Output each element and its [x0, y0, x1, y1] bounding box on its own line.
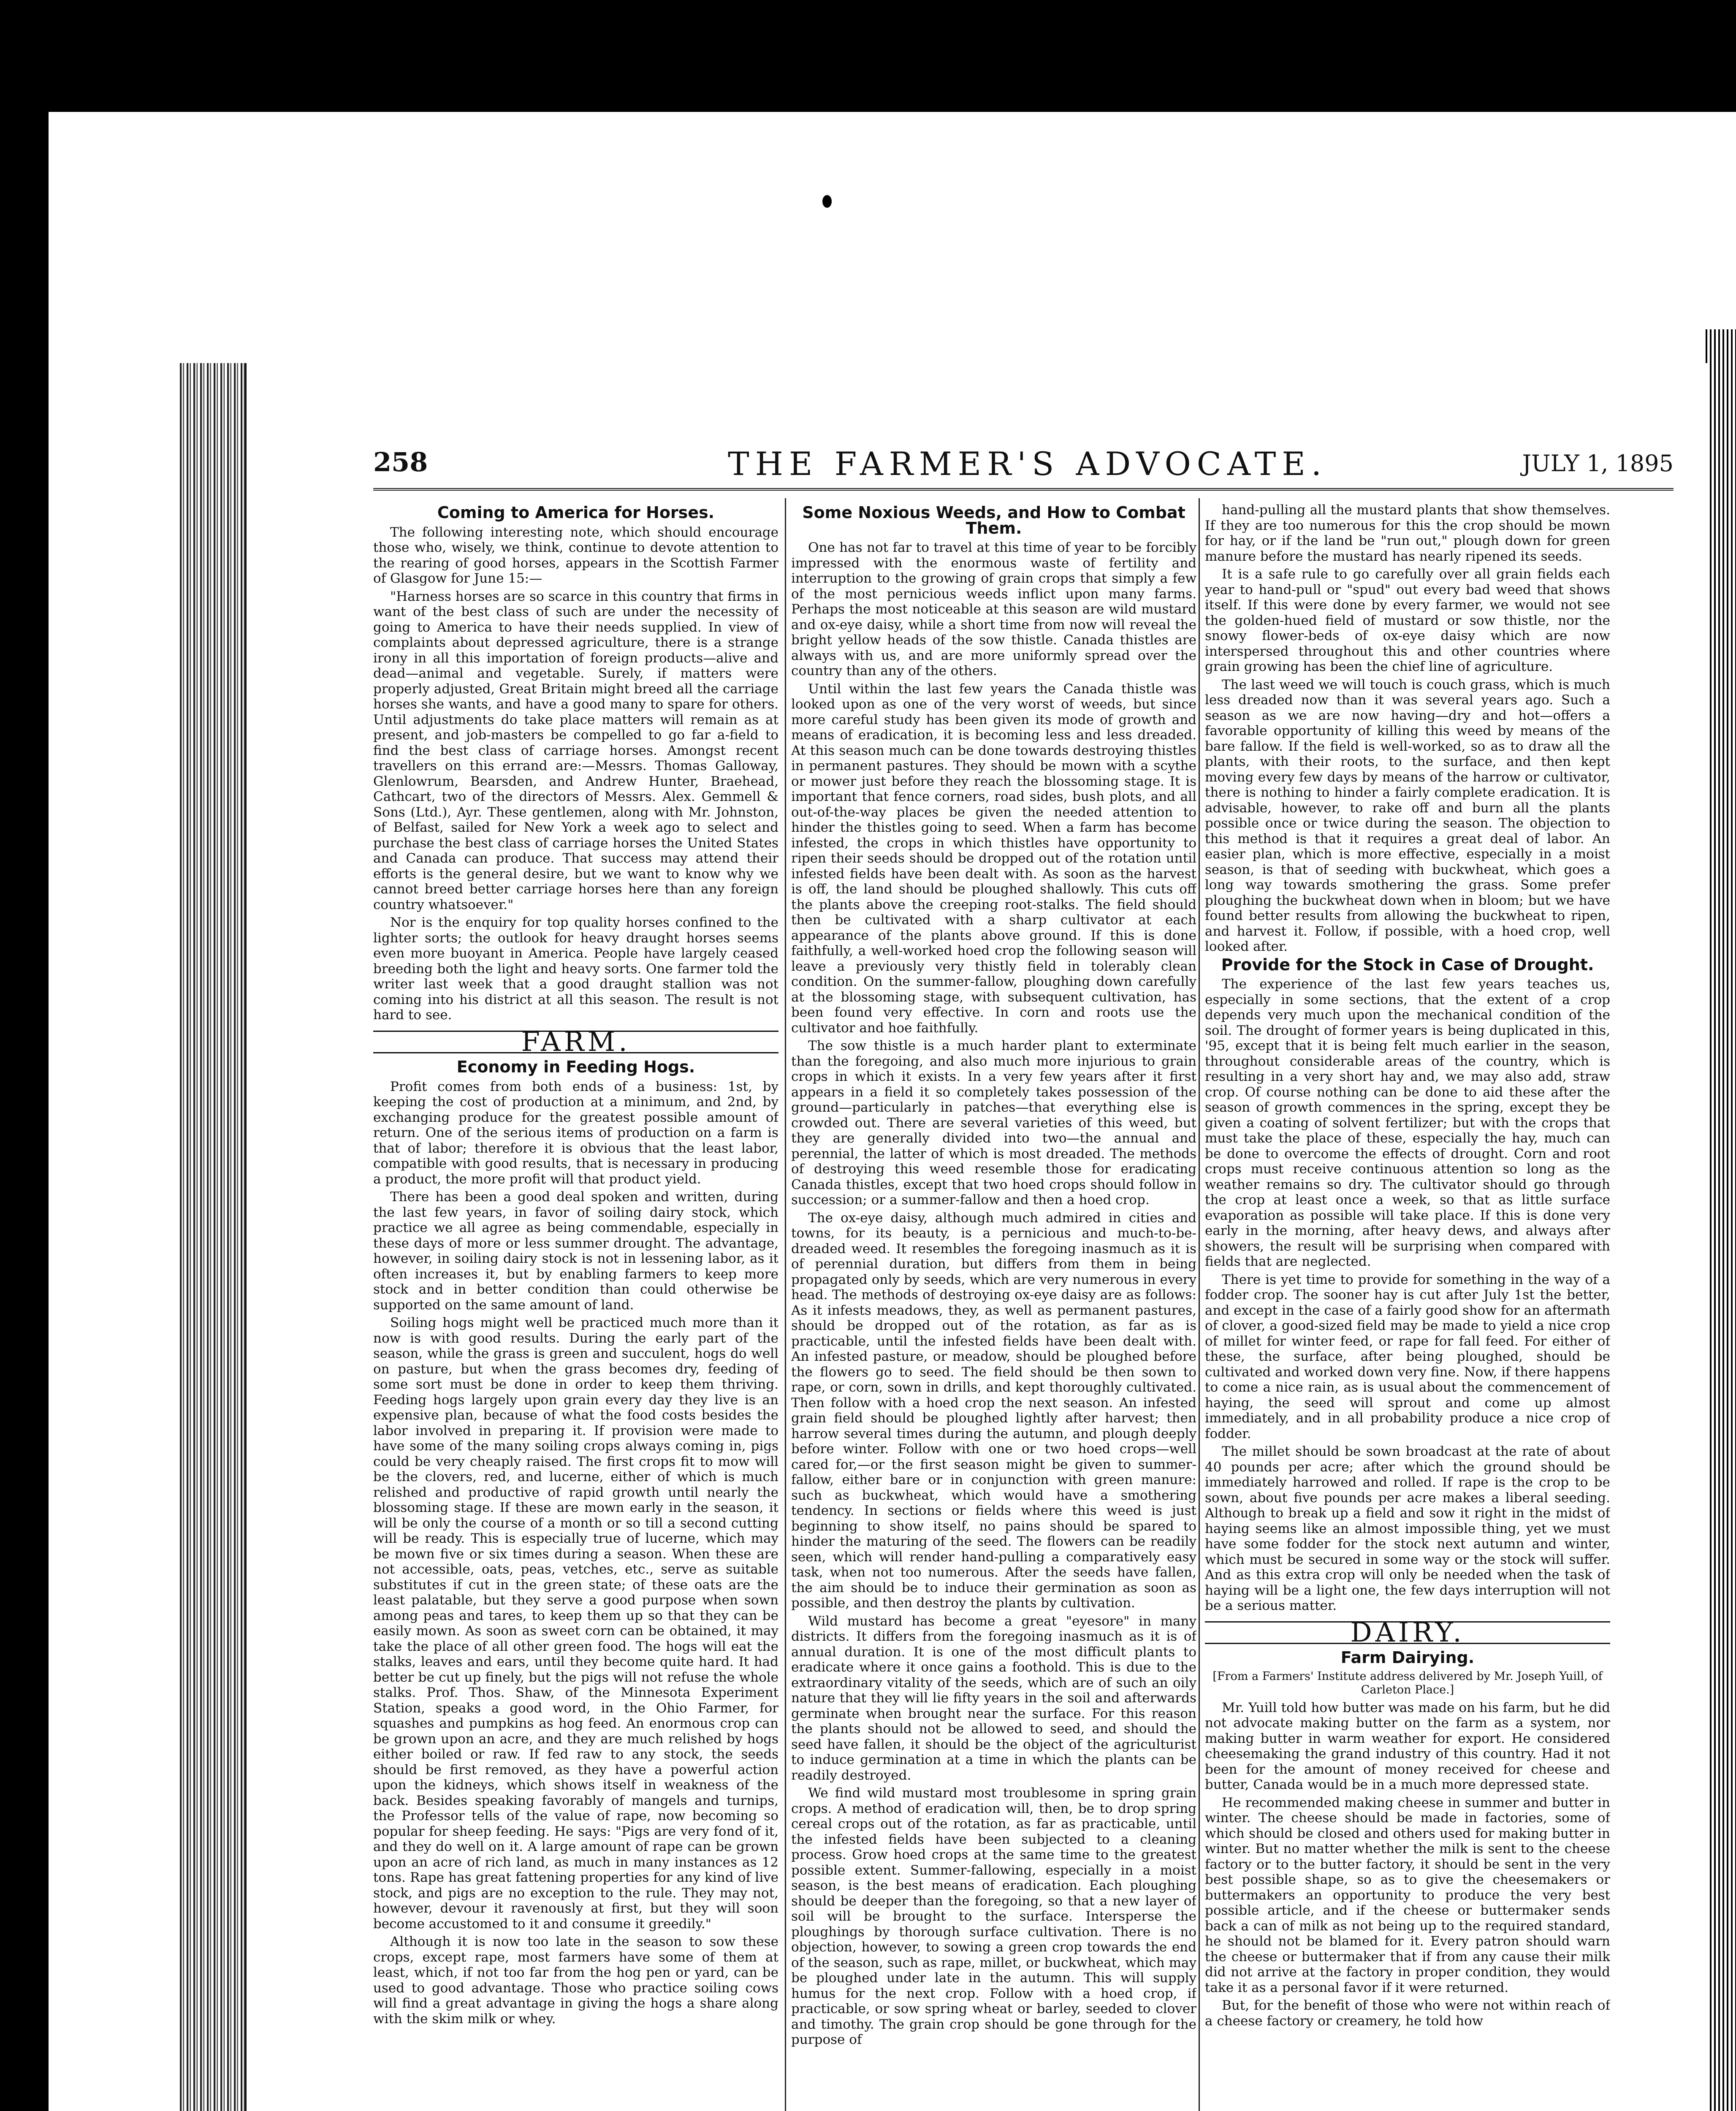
article-heading: Coming to America for Horses.: [437, 503, 715, 522]
issue-date: JULY 1, 1895: [1522, 450, 1674, 477]
header-rule: [373, 488, 1674, 491]
article-paragraph: We find wild mustard most troublesome in spring grain crops. A method of eradication will, then, be to drop spring cereal crops out of the rotation, as far as practicable, until the infested fields have been subjected to a cleaning process. Grow hoed crops at the same time to the greatest possible extent. Summer-fallowing, especially in a moist season, is the best means of eradication. Each ploughing should be deeper than the foregoing, so that a new layer of soil will be brought to the surface. Intersperse the ploughings by thorough surface cultivation. There is no objection, however, to sowing a green crop towards the end of the season, such as rape, millet, or buckwheat, which may be ploughed under late in the autumn. This will supply humus for the next crop. Follow with a hoed crop, if practicable, or sow spring wheat or barley, seeded to clover and timothy. The grain crop should be gone through for the purpose of: [791, 1785, 1196, 2047]
article-paragraph: Profit comes from both ends of a business: 1st, by keeping the cost of production at a minimum, and 2nd, by exchanging produce for the greatest possible amount of return. One of the serious items of production on a farm is that of labor; therefore it is obvious that the least labor, compatible with good results, that is necessary in producing a product, the more profit will that product yield.: [373, 1079, 778, 1187]
article-paragraph: There has been a good deal spoken and written, during the last few years, in favor of soiling dairy stock, which practice we all agree as being commendable, especially in these days of more or less summer drought. The advantage, however, in soiling dairy stock is not in lessening labor, as it often increases it, but by enabling farmers to keep more stock and in better condition than could otherwise be supported on the same amount of land.: [373, 1189, 778, 1313]
article-note: [From a Farmers' Institute address delivered by Mr. Joseph Yuill, of Carleton Place.]: [1212, 1669, 1603, 1696]
article-paragraph: There is yet time to provide for something in the way of a fodder crop. The sooner hay is cut after July 1st the better, and except in the case of a fairly good show for an aftermath of clover, a good-sized field may be made to yield a nice crop of millet for winter feed, or rape for fall feed. For either of these, the surface, after being ploughed, should be cultivated and worked down very fine. Now, if there happens to come a nice rain, as is usual about the commencement of haying, the seed will sprout and come up almost immediately, and in all probability produce a nice crop of fodder.: [1205, 1272, 1610, 1441]
article-paragraph: The experience of the last few years teaches us, especially in some sections, that the extent of a crop depends very much upon the mechanical condition of the soil. The drought of former years is being duplicated in this, '95, except that it is being felt much earlier in the season, throughout considerable areas of the country, which is resulting in a very short hay and, we may also add, straw crop. Of course nothing can be done to aid these after the season of growth commences in the spring, except they be given a coating of solvent fertilizer; but with the crops that must take the place of these, especially the hay, much can be done to overcome the effects of drought. Corn and root crops must receive continuous attention so long as the weather remains so dry. The cultivator should go through the crop at least once a week, so that as little surface evaporation as possible will take place. If this is done very early in the morning, after heavy dews, and always after showers, the result will be surprising when compared with fields that are neglected.: [1205, 977, 1610, 1269]
newspaper-page: [245, 363, 1707, 2111]
article-paragraph: Although it is now too late in the season to sow these crops, except rape, most farmers have some of them at least, which, if not too far from the hog pen or yard, can be used to good advantage. Those who practice soiling cows will find a great advantage in giving the hogs a share along with the skim milk or whey.: [373, 1934, 778, 2027]
book-binding: [177, 363, 245, 2111]
article-paragraph: The last weed we will touch is couch grass, which is much less dreaded now than it was several years ago. Such a season as we are now having—dry and hot—offers a favorable opportunity of killing this weed by means of the bare fallow. If the field is well-worked, so as to draw all the plants, with their roots, to the surface, and then kept moving every few days by means of the harrow or cultivator, there is nothing to hinder a fairly complete eradication. It is advisable, however, to rake off and burn all the plants possible once or twice during the season. The objection to this method is that it requires a great deal of labor. An easier plan, which is more effective, especially in a moist season, is that of seeding with buckwheat, which goes a long way towards smothering the grass. Some prefer ploughing the buckwheat down when in bloom; but we have found better results from allowing the buckwheat to ripen, and harvest it. Follow, if possible, with a hoed crop, well looked after.: [1205, 677, 1610, 954]
article-paragraph: One has not far to travel at this time of year to be forcibly impressed with the enormous waste of fertility and interruption to the growing of grain crops that simply a few of the most pernicious weeds inflict upon many farms. Perhaps the most noticeable at this season are wild mustard and ox-eye daisy, while a short time from now will reveal the bright yellow heads of the sow thistle. Canada thistles are always with us, and are more uniformly spread over the country than any of the others.: [791, 540, 1196, 678]
article-paragraph: Nor is the enquiry for top quality horses confined to the lighter sorts; the outlook for heavy draught horses seems even more buoyant in America. People have largely ceased breeding both the light and heavy sorts. One farmer told the writer last week that a good draught stallion was not coming into his district at all this season. The result is not hard to see.: [373, 915, 778, 1023]
article-paragraph: The sow thistle is a much harder plant to exterminate than the foregoing, and also much more injurious to grain crops in which it exists. In a very few years after it first appears in a field it so completely takes possession of the ground—particularly in patches—that everything else is crowded out. There are several varieties of this weed, but they are generally divided into two—the annual and perennial, the latter of which is most dreaded. The methods of destroying this weed resemble those for eradicating Canada thistles, except that two hoed crops should follow in succession; or a summer-fallow and then a hoed crop.: [791, 1038, 1196, 1207]
article-heading: Some Noxious Weeds, and How to Combat Them.: [802, 503, 1185, 537]
article-paragraph: "Harness horses are so scarce in this country that firms in want of the best class of such are under the necessity of going to America to have their needs supplied. In view of complaints about depressed agriculture, there is a strange irony in all this importation of foreign products—alive and dead—animal and vegetable. Surely, if matters were properly adjusted, Great Britain might breed all the carriage horses she wants, and have a good many to spare for others. Until adjustments do take place matters will remain as at present, and job-masters be compelled to go far a-field to find the best class of carriage horses. Amongst recent travellers on this errand are:—Messrs. Thomas Galloway, Glenlowrum, Bearsden, and Andrew Hunter, Braehead, Cathcart, two of the directors of Messrs. Alex. Gemmell & Sons (Ltd.), Ayr. These gentlemen, along with Mr. Johnston, of Belfast, sailed for New York a week ago to select and purchase the best class of carriage horses the United States and Canada can produce. That success may attend their efforts is the general desire, but we want to know why we cannot breed better carriage horses here than any foreign country whatsoever.": [373, 589, 778, 912]
article-paragraph: He recommended making cheese in summer and butter in winter. The cheese should be made in factories, some of which should be closed and others used for making butter in winter. But no matter whether the milk is sent to the cheese factory or to the butter factory, it should be sent in the very best possible shape, so as to give the cheesemakers or buttermakers an opportunity to produce the very best possible article, and if the cheese or buttermaker sends back a can of milk as not being up to the required standard, he should not be blamed for it. Every patron should warn the cheese or buttermaker that if from any cause their milk did not arrive at the factory in proper condition, they would take it as a personal favor if it were returned.: [1205, 1795, 1610, 1995]
page-number: 258: [373, 447, 428, 478]
column-1: [373, 502, 778, 2111]
scan-speck: [822, 195, 832, 208]
article-paragraph: Soiling hogs might well be practiced much more than it now is with good results. During the early part of the season, while the grass is green and succulent, hogs do well on pasture, but when the grass becomes dry, feeding of some sort must be done in order to keep them thriving. Feeding hogs largely upon grain every day they live is an expensive plan, because of what the food costs besides the labor involved in preparing it. If provision were made to have some of the many soiling crops always coming in, pigs could be very cheaply raised. The first crops fit to mow will be the clovers, red, and lucerne, either of which is much relished and productive of rapid growth until nearly the blossoming stage. If these are mown early in the season, it will be only the course of a month or so till a second cutting will be ready. This is especially true of lucerne, which may be mown five or six times during a season. When these are not accessible, oats, peas, vetches, etc., serve as suitable substitutes if cut in the green state; of these oats are the least palatable, but they serve a good purpose when sown among peas and tares, to keep them up so that they can be easily mown. As soon as sweet corn can be obtained, it may take the place of all other green food. The hogs will eat the stalks, leaves and ears, until they become quite hard. It had better be cut up finely, but the pigs will not refuse the whole stalks. Prof. Thos. Shaw, of the Minnesota Experiment Station, speaks a good word, in the Ohio Farmer, for squashes and pumpkins as hog feed. An enormous crop can be grown upon an acre, and they are much relished by hogs either boiled or raw. If fed raw to any stock, the seeds should be first removed, as they have a powerful action upon the kidneys, which shows itself in weakness of the back. Besides speaking favorably of mangels and turnips, the Professor tells of the value of rape, now becoming so popular for sheep feeding. He says: "Pigs are very fond of it, and they do well on it. A large amount of rape can be grown upon an acre of rich land, as much in many instances as 12 tons. Rape has great fattening properties for any kind of live stock, and pigs are no exception to the rule. They may not, however, devour it ravenously at first, but they will soon become accustomed to it and consume it greedily.": [373, 1315, 778, 1932]
article-paragraph: The ox-eye daisy, although much admired in cities and towns, for its beauty, is a pernicious and much-to-be-dreaded weed. It resembles the foregoing inasmuch as it is of perennial duration, but differs from them in being propagated only by seeds, which are very numerous in every head. The methods of destroying ox-eye daisy are as follows: As it infests meadows, they, as well as permanent pastures, should be dropped out of the rotation, as far as is practicable, until the infested fields have been dealt with. An infested pasture, or meadow, should be ploughed before the flowers go to seed. The field should be then sown to rape, or corn, sown in drills, and kept thoroughly cultivated. Then follow with a hoed crop the next season. An infested grain field should be ploughed lightly after harvest; then harrow several times during the autumn, and plough deeply before winter. Follow with one or two hoed crops—well cared for,—or the first season might be given to summer-fallow, either bare or in conjunction with green manure: such as buckwheat, which would have a smothering tendency. In sections or fields where this weed is just beginning to show itself, no pains should be spared to hinder the maturing of the seed. The flowers can be readily seen, which will render hand-pulling a comparatively easy task, when not too numerous. After the seeds have fallen, the aim should be to induce their germination as soon as possible, and then destroy the plants by cultivation.: [791, 1210, 1196, 1611]
article-paragraph: The following interesting note, which should encourage those who, wisely, we think, continue to devote attention to the rearing of good horses, appears in the Scottish Farmer of Glasgow for June 15:—: [373, 524, 778, 586]
article-paragraph: But, for the benefit of those who were not within reach of a cheese factory or creamery, he told how: [1205, 1998, 1610, 2029]
article-paragraph: Mr. Yuill told how butter was made on his farm, but he did not advocate making butter on the farm as a system, nor making butter in warm weather for export. He considered cheesemaking the grand industry of this country. Had it not been for the amount of money received for cheese and butter, Canada would be in a much more depressed state.: [1205, 1700, 1610, 1792]
section-title: FARM.: [373, 1031, 778, 1054]
article-heading: Provide for the Stock in Case of Drought.: [1221, 955, 1594, 974]
article-paragraph: Until within the last few years the Canada thistle was looked upon as one of the very worst of weeds, but since more careful study has been given its mode of growth and means of eradication, it is becoming less and less dreaded. At this season much can be done towards destroying thistles in permanent pastures. They should be mown with a scythe or mower just before they reach the blossoming stage. It is important that fence corners, road sides, bush plots, and all out-of-the-way places be given the needed attention to hinder the thistles going to seed. When a farm has become infested, the crops in which thistles have opportunity to ripen their seeds should be dropped out of the rotation until infested fields have been dealt with. As soon as the harvest is off, the land should be ploughed shallowly. This cuts off the plants above the creeping root-stalks. The field should then be cultivated with a sharp cultivator at each appearance of the plants above ground. If this is done faithfully, a well-worked hoed crop the following season will leave a previously very thistly field in tolerably clean condition. On the summer-fallow, ploughing down carefully at the blossoming stage, with subsequent cultivation, has been found very effective. In corn and roots use the cultivator and hoe faithfully.: [791, 681, 1196, 1036]
page-edges: [1706, 329, 1736, 2111]
publication-title: THE FARMER'S ADVOCATE.: [727, 445, 1328, 483]
column-separator: [785, 498, 786, 2111]
article-paragraph: hand-pulling all the mustard plants that show themselves. If they are too numerous for this the crop should be mown for hay, or if the land be "run out," plough down for green manure before the mustard has nearly ripened its seeds.: [1205, 502, 1610, 564]
column-2: [791, 502, 1196, 2111]
article-paragraph: The millet should be sown broadcast at the rate of about 40 pounds per acre; after which the ground should be immediately harrowed and rolled. If rape is the crop to be sown, about five pounds per acre makes a liberal seeding. Although to break up a field and sow it right in the midst of haying seems like an almost impossible thing, yet we must have some fodder for the stock next autumn and winter, which must be secured in some way or the stock will suffer. And as this extra crop will only be needed when the task of haying will be a light one, the few days interruption will not be a serious matter.: [1205, 1444, 1610, 1613]
article-heading: Economy in Feeding Hogs.: [456, 1058, 695, 1076]
page-header: [373, 445, 1674, 483]
article-heading: Farm Dairying.: [1340, 1648, 1475, 1667]
section-title: DAIRY.: [1205, 1621, 1610, 1644]
column-3: [1205, 502, 1610, 2111]
article-paragraph: Wild mustard has become a great "eyesore" in many districts. It differs from the foregoing inasmuch as it is of annual duration. It is one of the most difficult plants to eradicate where it once gains a foothold. This is due to the extraordinary vitality of the seeds, which are of such an oily nature that they will lie fifty years in the soil and afterwards germinate when brought near the surface. For this reason the plants should not be allowed to seed, and should the seed have fallen, it should be the object of the agriculturist to induce germination at a time in which the plants can be readily destroyed.: [791, 1613, 1196, 1783]
article-paragraph: It is a safe rule to go carefully over all grain fields each year to hand-pull or "spud" out every bad weed that shows itself. If this were done by every farmer, we would not see the golden-hued field of mustard or sow thistle, nor the snowy flower-beds of ox-eye daisy which are now interspersed throughout this and other countries where grain growing has been the chief line of agriculture.: [1205, 567, 1610, 674]
column-separator: [1199, 498, 1200, 2111]
